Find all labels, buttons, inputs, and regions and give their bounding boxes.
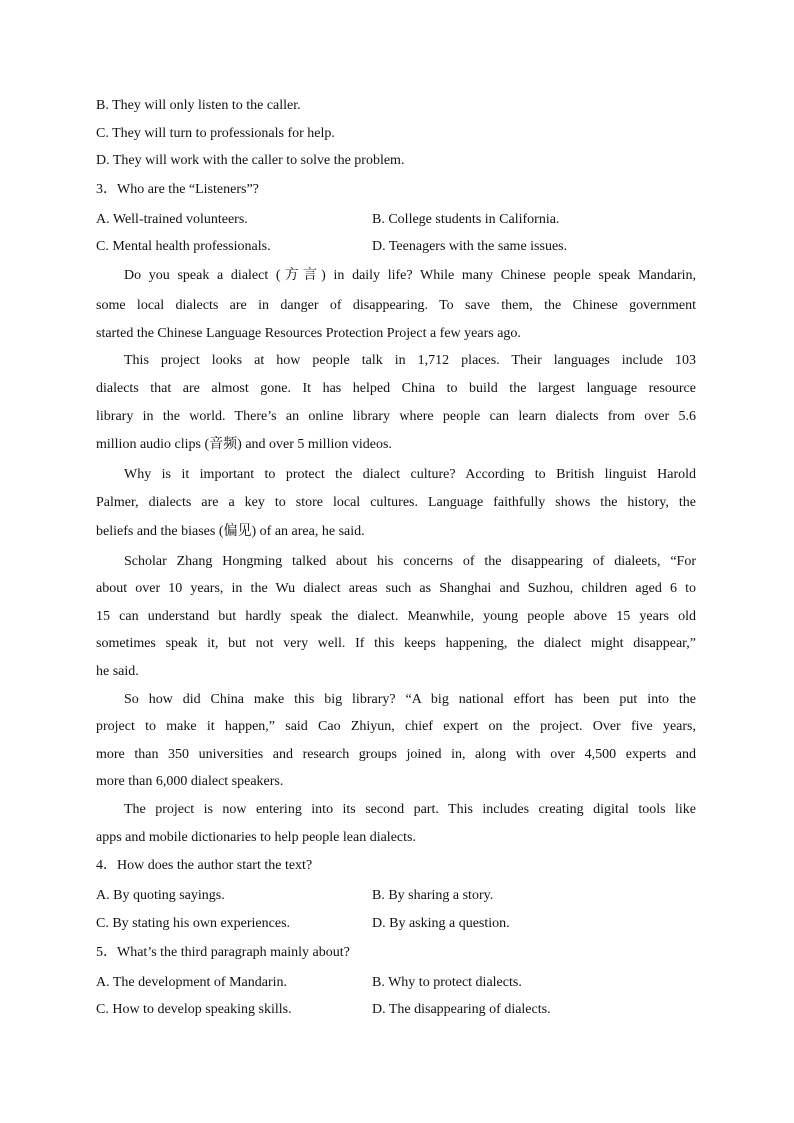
q5-option-d: D. The disappearing of dialects. — [372, 1002, 551, 1017]
p1-line-3: started the Chinese Language Resources Protection Project a few years ago. — [96, 326, 521, 341]
q4-option-d: D. By asking a question. — [372, 916, 510, 931]
q3-option-b: B. College students in California. — [372, 212, 560, 227]
q3-option-a: A. Well-trained volunteers. — [96, 212, 248, 227]
p4-line-1: Scholar Zhang Hongming talked about his concerns of the disappearing of dialeets, “For — [124, 554, 696, 569]
q5-stem: 5．What’s the third paragraph mainly about? — [96, 945, 350, 960]
p2-line-3: library in the world. There’s an online library where people can learn dialects from over 5.6 — [96, 409, 696, 424]
p6-line-1: The project is now entering into its second part. This includes creating digital tools like — [124, 802, 696, 817]
p3-line-3: beliefs and the biases (偏见) of an area, he said. — [96, 524, 365, 539]
p2-line-1: This project looks at how people talk in 1,712 places. Their languages include 103 — [124, 353, 696, 368]
q3-option-d: D. Teenagers with the same issues. — [372, 239, 568, 254]
p5-line-1: So how did China make this big library? “A big national effort has been put into the — [124, 692, 696, 707]
p5-line-3: more than 350 universities and research groups joined in, along with over 4,500 experts and — [96, 747, 696, 762]
q5-option-c: C. How to develop speaking skills. — [96, 1002, 292, 1017]
q3-options-row1 — [96, 211, 696, 229]
p4-line-5: he said. — [96, 664, 139, 679]
q5-options-row1 — [96, 974, 696, 992]
q5-options-row2 — [96, 1001, 696, 1019]
p4-line-2: about over 10 years, in the Wu dialect areas such as Shanghai and Suzhou, children aged 6 to — [96, 581, 696, 596]
q5-option-a: A. The development of Mandarin. — [96, 975, 288, 990]
q3-options-row2 — [96, 238, 696, 256]
p5-line-4: more than 6,000 dialect speakers. — [96, 774, 284, 789]
q4-option-b: B. By sharing a story. — [372, 888, 494, 903]
q2-option-d: D. They will work with the caller to solve the problem. — [96, 153, 405, 168]
q4-stem: 4．How does the author start the text? — [96, 858, 313, 873]
p1-line-1: Do you speak a dialect (方言) in daily life? While many Chinese people speak Mandarin, — [124, 268, 696, 283]
p5-line-2: project to make it happen,” said Cao Zhiyun, chief expert on the project. Over five years, — [96, 719, 696, 734]
p2-line-2: dialects that are almost gone. It has helped China to build the largest language resource — [96, 381, 696, 396]
q4-option-c: C. By stating his own experiences. — [96, 916, 291, 931]
p3-line-2: Palmer, dialects are a key to store local cultures. Language faithfully shows the history, the — [96, 495, 696, 510]
p1-line-2: some local dialects are in danger of disappearing. To save them, the Chinese government — [96, 298, 696, 313]
q3-stem: 3．Who are the “Listeners”? — [96, 182, 259, 197]
p6-line-2: apps and mobile dictionaries to help people lean dialects. — [96, 830, 416, 845]
q2-option-b: B. They will only listen to the caller. — [96, 98, 301, 113]
q4-options-row1 — [96, 887, 696, 905]
q4-options-row2 — [96, 915, 696, 933]
q2-option-c: C. They will turn to professionals for help. — [96, 126, 335, 141]
q5-option-b: B. Why to protect dialects. — [372, 975, 522, 990]
q4-option-a: A. By quoting sayings. — [96, 888, 225, 903]
p3-line-1: Why is it important to protect the dialect culture? According to British linguist Harold — [124, 467, 696, 482]
p4-line-3: 15 can understand but hardly speak the dialect. Meanwhile, young people above 15 years old — [96, 609, 696, 624]
p4-line-4: sometimes speak it, but not very well. If this keeps happening, the dialect might disappear,” — [96, 636, 696, 651]
p2-line-4: million audio clips (音频) and over 5 million videos. — [96, 437, 392, 452]
q3-option-c: C. Mental health professionals. — [96, 239, 271, 254]
